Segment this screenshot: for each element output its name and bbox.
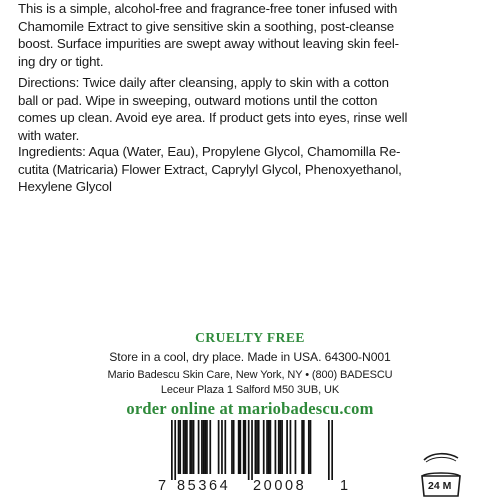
barcode-bar	[308, 420, 310, 474]
barcode-bar	[189, 420, 191, 474]
product-description	[18, 0, 486, 70]
barcode	[171, 420, 333, 480]
barcode-bar	[301, 420, 303, 474]
barcode-bar	[280, 420, 282, 474]
barcode-bar	[281, 420, 283, 474]
barcode-bar	[266, 420, 268, 474]
ingredients-section	[18, 143, 486, 196]
ingredients-line: cutita (Matricaria) Flower Extract, Caprylyl Glycol, Phenoxyethanol,	[18, 161, 402, 177]
barcode-bar	[239, 420, 241, 474]
barcode-bar	[258, 420, 260, 474]
directions-line: with water.	[18, 127, 80, 143]
barcode-bar	[295, 420, 297, 474]
directions-section	[18, 74, 486, 144]
barcode-bar	[310, 420, 312, 474]
website-url: order online at mariobadescu.com	[126, 399, 374, 418]
barcode-bar	[171, 420, 173, 480]
ingredients-line: Hexylene Glycol	[18, 179, 112, 194]
directions-line: Directions: Twice daily after cleansing, apply to skin with a cotton	[18, 75, 389, 90]
barcode-bar	[203, 420, 205, 474]
barcode-bar	[224, 420, 226, 474]
period-after-opening-label: 24 M	[428, 480, 452, 492]
barcode-bar	[268, 420, 270, 474]
barcode-left-digits: 85364	[177, 478, 231, 494]
storage-instructions: Store in a cool, dry place. Made in USA. 64300-N001	[109, 350, 391, 364]
company-info: Mario Badescu Skin Care, New York, NY • (800) BADESCU	[107, 369, 393, 381]
barcode-bar	[303, 420, 305, 474]
barcode-bar	[238, 420, 240, 474]
description-line: This is a simple, alcohol-free and fragrance-free toner infused with	[18, 1, 398, 16]
barcode-bar	[179, 420, 181, 474]
barcode-bar	[204, 420, 206, 474]
barcode-bar	[278, 420, 280, 474]
ingredients-line: Ingredients: Aqua (Water, Eau), Propylene Glycol, Chamomilla Re-	[18, 144, 401, 159]
barcode-bar	[328, 420, 330, 480]
barcode-bar	[331, 420, 333, 480]
barcode-bar	[221, 420, 223, 474]
barcode-bar	[209, 420, 211, 474]
description-line: Chamomile Extract to give sensitive skin a soothing, post-cleanse	[18, 18, 395, 34]
barcode-bar	[231, 420, 233, 474]
barcode-bar	[206, 420, 208, 474]
barcode-number-system-digit: 7	[158, 478, 167, 494]
barcode-bar	[263, 420, 265, 474]
barcode-bar	[184, 420, 186, 474]
barcode-bar	[256, 420, 258, 474]
description-line: boost. Surface impurities are swept away without leaving skin feel-	[18, 36, 399, 51]
barcode-bar	[193, 420, 195, 474]
barcode-bar	[191, 420, 193, 474]
description-line: ing dry or tight.	[18, 53, 104, 69]
barcode-bar	[248, 420, 250, 480]
barcode-bar	[243, 420, 245, 474]
barcode-bar	[218, 420, 220, 474]
barcode-bar	[270, 420, 272, 474]
barcode-bar	[178, 420, 180, 474]
barcode-bar	[183, 420, 185, 474]
barcode-bar	[255, 420, 257, 474]
barcode-bar	[174, 420, 176, 480]
barcode-bar	[251, 420, 253, 480]
cruelty-free-label: CRUELTY FREE	[195, 330, 305, 345]
barcode-bar	[244, 420, 246, 474]
barcode-bar	[233, 420, 235, 474]
barcode-bar	[198, 420, 200, 474]
barcode-bar	[201, 420, 203, 474]
barcode-check-digit: 1	[340, 478, 349, 494]
directions-line: comes up clean. Avoid eye area. If product gets into eyes, rinse well	[18, 110, 408, 125]
company-address: Leceur Plaza 1 Salford M50 3UB, UK	[160, 384, 340, 396]
barcode-right-digits: 20008	[253, 478, 307, 494]
barcode-bar	[286, 420, 288, 474]
barcode-bar	[275, 420, 277, 474]
directions-line: ball or pad. Wipe in sweeping, outward motions until the cotton	[18, 92, 378, 108]
barcode-bar	[186, 420, 188, 474]
barcode-bar	[290, 420, 292, 474]
